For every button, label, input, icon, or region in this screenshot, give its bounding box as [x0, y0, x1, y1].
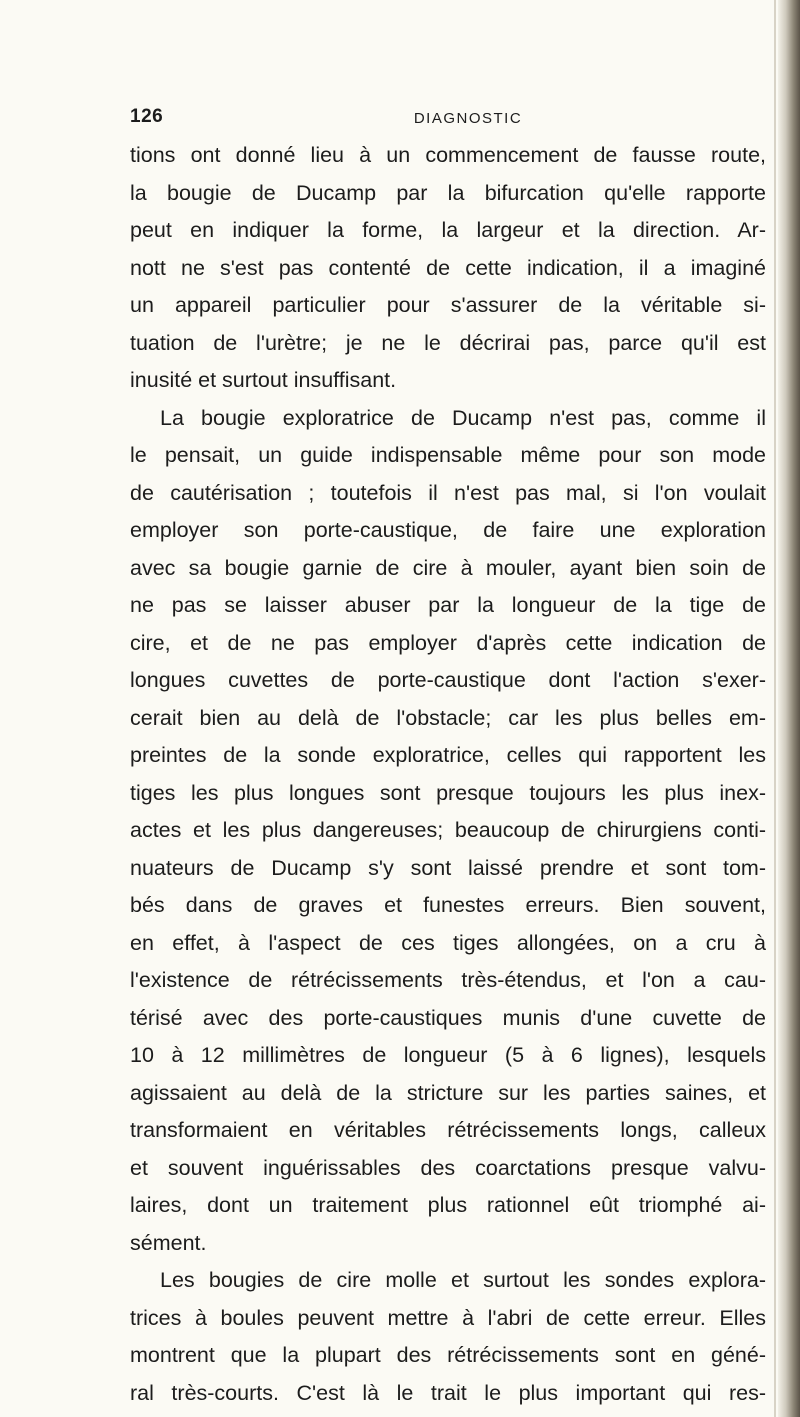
text-line: actes et les plus dangereuses; beaucoup de chirurgiens conti-: [130, 818, 766, 842]
text-line: ral très-courts. C'est là le trait le plus important qui res-: [130, 1380, 766, 1405]
text-line: bés dans de graves et funestes erreurs. Bien souvent,: [130, 893, 766, 917]
text-line: agissaient au delà de la stricture sur les parties saines, et: [130, 1080, 766, 1105]
text-line: La bougie exploratrice de Ducamp n'est pas, comme il: [160, 405, 766, 430]
text-line: transformaient en véritables rétrécissements longs, calleux: [130, 1118, 766, 1142]
text-line: sément.: [130, 1230, 207, 1255]
text-line: laires, dont un traitement plus rationnel eût triomphé ai-: [130, 1193, 766, 1217]
text-line: montrent que la plupart des rétrécissements sont en géné-: [130, 1343, 766, 1367]
text-line: cire, et de ne pas employer d'après cette indication de: [130, 630, 766, 655]
text-line: en effet, à l'aspect de ces tiges allongées, on a cru à: [130, 930, 766, 955]
text-line: nott ne s'est pas contenté de cette indication, il a imaginé: [130, 255, 766, 280]
text-line: preintes de la sonde exploratrice, celles qui rapportent les: [130, 743, 766, 767]
text-line: inusité et surtout insuffisant.: [130, 368, 397, 392]
page-edge-line: [774, 0, 776, 1417]
text-line: térisé avec des porte-caustiques munis d'une cuvette de: [130, 1005, 766, 1030]
text-line: peut en indiquer la forme, la largeur et la direction. Ar-: [130, 218, 766, 242]
text-line: un appareil particulier pour s'assurer de la véritable si-: [130, 293, 766, 317]
page-edge-shadow: [778, 0, 800, 1417]
text-line: 10 à 12 millimètres de longueur (5 à 6 lignes), lesquels: [130, 1043, 766, 1067]
text-line: la bougie de Ducamp par la bifurcation qu'elle rapporte: [130, 180, 766, 205]
text-line: le pensait, un guide indispensable même pour son mode: [130, 443, 766, 467]
text-line: l'existence de rétrécissements très-étendus, et l'on a cau-: [130, 968, 766, 992]
text-line: nuateurs de Ducamp s'y sont laissé prendre et sont tom-: [130, 855, 766, 880]
page-number: 126: [130, 106, 164, 127]
body-text: [130, 137, 766, 1412]
text-line: tiges les plus longues sont presque toujours les plus inex-: [130, 780, 766, 805]
text-line: tuation de l'urètre; je ne le décrirai pas, parce qu'il est: [130, 330, 766, 355]
text-line: avec sa bougie garnie de cire à mouler, ayant bien soin de: [130, 555, 766, 580]
text-line: de cautérisation ; toutefois il n'est pas mal, si l'on voulait: [130, 480, 766, 505]
text-line: trices à boules peuvent mettre à l'abri de cette erreur. Elles: [130, 1305, 766, 1330]
text-line: ne pas se laisser abuser par la longueur de la tige de: [130, 593, 766, 617]
running-head: [130, 106, 770, 130]
text-line: cerait bien au delà de l'obstacle; car les plus belles em-: [130, 705, 766, 730]
section-title: DIAGNOSTIC: [413, 110, 523, 127]
text-line: tions ont donné lieu à un commencement de fausse route,: [130, 143, 766, 167]
text-line: employer son porte-caustique, de faire une exploration: [130, 518, 766, 542]
text-line: et souvent inguérissables des coarctations presque valvu-: [130, 1155, 766, 1180]
text-line: Les bougies de cire molle et surtout les sondes explora-: [160, 1268, 766, 1292]
text-line: longues cuvettes de porte-caustique dont l'action s'exer-: [130, 668, 766, 692]
